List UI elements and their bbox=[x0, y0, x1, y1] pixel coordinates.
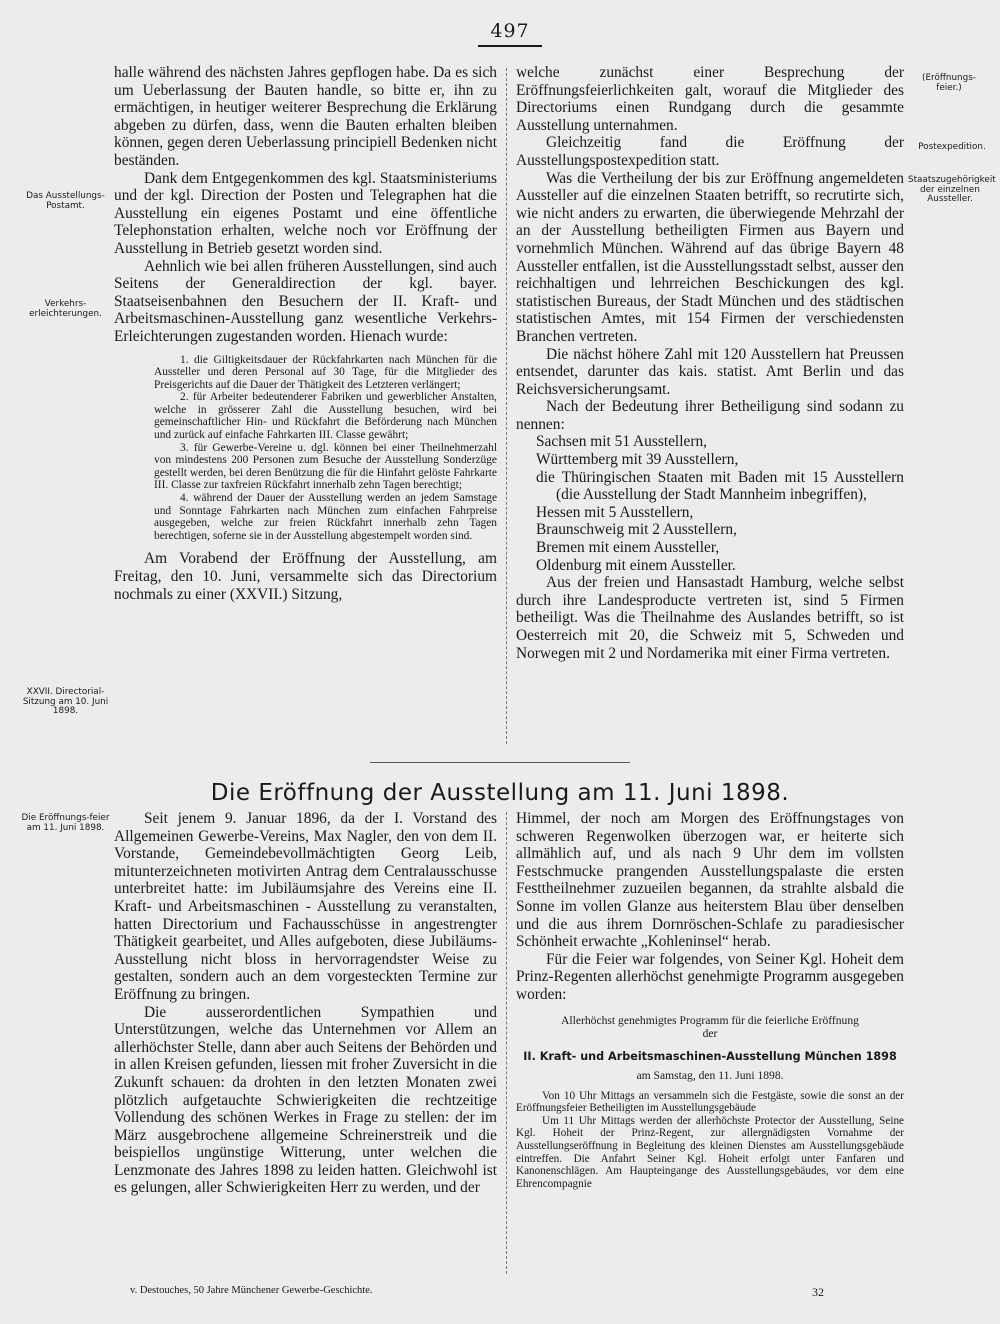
margin-note-staatszugehoerigkeit: Staatszugehörigkeit der einzelnen Aussteller. bbox=[908, 175, 996, 205]
upper-right-column bbox=[516, 64, 904, 662]
page-number: 497 bbox=[490, 20, 530, 42]
paragraph: Die nächst höhere Zahl mit 120 Ausstellern hat Preussen entsendet, darunter das kais. statist. Amt Berlin und das Reichsversicherungsamt. bbox=[516, 345, 904, 398]
paragraph: Von 10 Uhr Mittags an versammeln sich die Festgäste, sowie die sonst an der Eröffnungsfeier Betheiligten im Ausstellungsgebäude bbox=[516, 1089, 904, 1115]
list-item: Sachsen mit 51 Ausstellern, bbox=[536, 433, 707, 451]
program-block bbox=[516, 1014, 904, 1191]
footer-source: v. Destouches, 50 Jahre Münchener Gewerbe-Geschichte. bbox=[130, 1285, 373, 1296]
list-item: Hessen mit 5 Ausstellern, bbox=[536, 503, 694, 521]
paragraph: Was die Vertheilung der bis zur Eröffnung angemeldeten Aussteller auf die einzelnen Staaten betrifft, so recrutirte sich, wie nicht anders zu erwarten, die überwiegende Mehrzahl der an der Ausstellung betheiligten Firmen aus Bayern und vornehmlich München. Während auf das übrige Bayern 48 Aussteller entfallen, ist die Ausstellungsstadt selbst, ausser den reichhaltigen und lehrreichen Beschickungen des kgl. statistischen Bureaus, der Stadt München und des städtischen statistischen Amtes, mit 154 Firmen der verschiedensten Branchen vertreten. bbox=[516, 169, 904, 345]
upper-left-column bbox=[114, 64, 497, 603]
paragraph: Aus der freien und Hansastadt Hamburg, welche selbst durch ihre Landesproducte vertreten ist, sind 5 Firmen betheiligt. Was die Theilnahme des Auslandes betrifft, so ist Oesterreich mit 20, die Schweiz mit 5, Schweden und Norwegen mit 2 und Nordamerika mit einer Firma vertreten. bbox=[516, 574, 904, 662]
program-heading: der bbox=[702, 1026, 718, 1040]
margin-note-verkehr: Verkehrs-erleichterungen. bbox=[29, 299, 102, 319]
list-item: 3. für Gewerbe-Vereine u. dgl. können bei einer Theilnehmerzahl von mindestens 200 Personen zum Besuche der Ausstellung Sonderzüge gestellt werden, bei deren Benützung die für die Hinfahrt gelöste Fahrkarte III. Classe zur taxfreien Rückfahrt innerhalb zehn Tagen berechtigt; bbox=[154, 441, 497, 492]
paragraph: Nach der Bedeutung ihrer Betheiligung sind sodann zu nennen: bbox=[516, 398, 904, 433]
program-text bbox=[516, 1090, 904, 1191]
paragraph: Die ausserordentlichen Sympathien und Unterstützungen, welche das Unternehmen vor Allem an allerhöchster Stelle, dann aber auch Seitens der Behörden und in allen Kreisen gefunden, liessen mit froher Zuversicht in die Zukunft schauen: da drohten in den letzten Monaten zwei plötzlich aufgetauchte Schwierigkeiten die rechtzeitige Vollendung des schönen Werkes in Frage zu stellen: der im März ausgebrochene allgemeine Schreinerstreik und die beispiellos ungünstige Witterung, unter welchen die Lenzmonate des Jahres 1898 zu leiden hatten. Gleichwohl ist es gelungen, aller Schwierigkeiten Herr zu werden, und der bbox=[114, 1003, 497, 1197]
paragraph: Aehnlich wie bei allen früheren Ausstellungen, sind auch Seitens der Generaldirection der kgl. bayer. Staatseisenbahnen den Besuchern der II. Kraft- und Arbeitsmaschinen-Ausstellung ganz wesentliche Verkehrs-Erleichterungen zugestanden worden. Hienach wurde: bbox=[114, 257, 497, 345]
paragraph: Um 11 Uhr Mittags werden der allerhöchste Protector der Ausstellung, Seine Kgl. Hoheit der Prinz-Regent, zur allergnädigsten Vornahme der Ausstellungseröffnung in Begleitung des kleinen Dienstes am Ausstellungsgebäude eintreffen. Die Anfahrt Seiner Kgl. Hoheit erfolgt unter Fanfaren und Kanonenschlägen. Am Haupteingange des Ausstellungsgebäudes, vor dem eine Ehrencompagnie bbox=[516, 1114, 904, 1190]
program-heading: Allerhöchst genehmigtes Programm für die feierliche Eröffnung bbox=[561, 1013, 859, 1027]
column-divider bbox=[506, 68, 508, 744]
paragraph: Seit jenem 9. Januar 1896, da der I. Vorstand des Allgemeinen Gewerbe-Vereins, Max Nagler, den von dem II. Vorstande, Gemeindebevollmächtigten Georg Leib, mitunterzeichneten motivirten Antrag dem Centralausschusse unterbreitet hatte: im Jubiläumsjahre des Vereins eine II. Kraft- und Arbeitsmaschinen - Ausstellung zu veranstalten, hatten Directorium und Fachausschüsse in angestrengter Thätigkeit gearbeitet, und Alles aufgeboten, diese Jubiläums-Ausstellung nicht bloss in hervorragendster Weise zu gestalten, sondern auch an dem vorgesteckten Termine zur Eröffnung zu bringen. bbox=[114, 810, 497, 1003]
section-title: Die Eröffnung der Ausstellung am 11. Juni 1898. bbox=[210, 780, 790, 806]
list-item: 1. die Giltigkeitsdauer der Rückfahrkarten nach München für die Aussteller und deren Personal auf 30 Tage, für die Mitglieder des Preisgerichts auf die Dauer der Thätigkeit des Letzteren verlängert; bbox=[154, 353, 497, 391]
margin-note-eroeffnung: Die Eröffnungs-feier am 11. Juni 1898. bbox=[21, 813, 110, 833]
page-number-rule bbox=[478, 45, 542, 47]
paragraph: halle während des nächsten Jahres gepflogen habe. Da es sich um Ueberlassung der Bauten handle, so bitte er, ihn zu ermächtigen, in heutiger weiterer Besprechung die Erklärung abgeben zu dürfen, dass, wenn die Bauten erhalten bleiben können, gegen deren Ueberlassung principiell Bedenken nicht beständen. bbox=[114, 64, 497, 169]
footer-sheet-number: 32 bbox=[812, 1285, 824, 1299]
margin-note-postamt: Das Ausstellungs-Postamt. bbox=[26, 191, 105, 211]
concession-list bbox=[154, 354, 497, 543]
list-item: Württemberg mit 39 Ausstellern, bbox=[536, 451, 739, 469]
paragraph: Himmel, der noch am Morgen des Eröffnungstages von schweren Regenwolken überzogen war, er heiterte sich allmählich auf, und als nach 9 Uhr dem im vollsten Festschmucke prangenden Ausstellungspalaste die ersten Festtheilnehmer zuzueilen begannen, da strahlte alsbald die Sonne im vollen Glanze aus heiterstem Blau über denselben und die aus ihrem Dornröschen-Schlafe zu paradiesischer Schönheit erwachte „Kohleninsel“ herab. bbox=[516, 810, 904, 951]
list-item: die Thüringischen Staaten mit Baden mit 15 Ausstellern (die Ausstellung der Stadt Mannheim inbegriffen), bbox=[536, 468, 904, 504]
margin-note-eroeffnungsfeier: (Eröffnungs-feier.) bbox=[922, 73, 976, 93]
paragraph: Am Vorabend der Eröffnung der Ausstellung, am Freitag, den 10. Juni, versammelte sich das Directorium nochmals zu einer (XXVII.) Sitzung, bbox=[114, 550, 497, 603]
list-item: 4. während der Dauer der Ausstellung werden an jedem Samstage und Sonntage Fahrkarten nach München zum einfachen Fahrpreise ausgegeben, welche zur freien Rückfahrt innerhalb zehn Tagen berechtigen, soferne sie in der Ausstellung abgestempelt worden sind. bbox=[154, 492, 497, 542]
section-rule bbox=[370, 762, 630, 763]
lower-left-column bbox=[114, 810, 497, 1197]
list-item: Oldenburg mit einem Aussteller. bbox=[536, 556, 736, 574]
program-date: am Samstag, den 11. Juni 1898. bbox=[636, 1068, 784, 1082]
paragraph: Gleichzeitig fand die Eröffnung der Ausstellungspostexpedition statt. bbox=[516, 134, 904, 169]
program-title: II. Kraft- und Arbeitsmaschinen-Ausstellung München 1898 bbox=[523, 1049, 897, 1063]
column-divider bbox=[506, 812, 508, 1274]
paragraph: welche zunächst einer Besprechung der Eröffnungsfeierlichkeiten galt, worauf die Mitglieder des Directoriums einen Rundgang durch die gesammte Ausstellung unternahmen. bbox=[516, 64, 904, 134]
paragraph: Für die Feier war folgendes, von Seiner Kgl. Hoheit dem Prinz-Regenten allerhöchst genehmigte Programm ausgegeben worden: bbox=[516, 950, 904, 1003]
list-item: Braunschweig mit 2 Ausstellern, bbox=[536, 521, 737, 539]
margin-note-sitzung: XXVII. Directorial-Sitzung am 10. Juni 1898. bbox=[22, 687, 109, 717]
list-item: 2. für Arbeiter bedeutenderer Fabriken und gewerblicher Anstalten, welche in grösserer Zahl die Ausstellung besuchen, wird bei gemeinschaftlicher Hin- und Rückfahrt die Beförderung nach München und zurück auf einfache Fahrkarten III. Classe gewährt; bbox=[154, 391, 497, 442]
margin-note-postexpedition: Postexpedition. bbox=[918, 142, 986, 152]
paragraph: Dank dem Entgegenkommen des kgl. Staatsministeriums und der kgl. Direction der Posten und Telegraphen hat die Ausstellung ein eigenes Postamt und eine öffentliche Telephonstation erhalten, welche noch vor Eröffnung der Ausstellung in Betrieb gesetzt worden sind. bbox=[114, 169, 497, 257]
list-item: Bremen mit einem Aussteller, bbox=[536, 539, 720, 557]
lower-right-column bbox=[516, 810, 904, 1190]
